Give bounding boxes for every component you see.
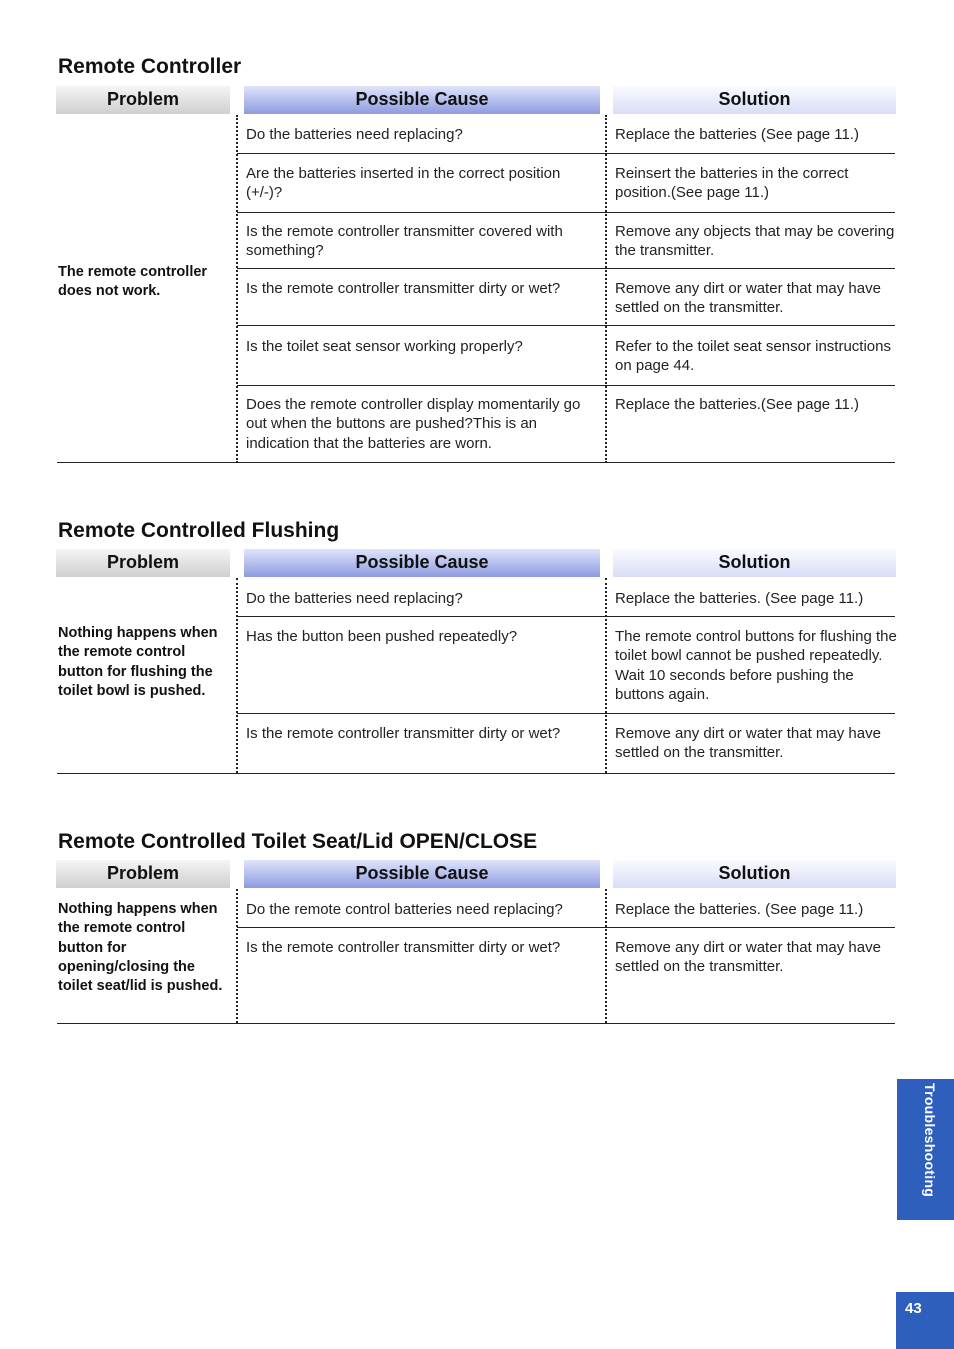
row-divider [237,927,895,928]
cause-cell: Do the batteries need replacing? [246,590,463,607]
column-divider [236,115,238,463]
column-divider [605,578,607,773]
header-solution: Solution [613,549,896,577]
solution-cell: Reinsert the batteries in the correct position.(See page 11.) [615,165,849,202]
header-possible-cause: Possible Cause [244,549,600,577]
solution-cell: Replace the batteries (See page 11.) [615,126,860,143]
header-problem: Problem [56,860,230,888]
row-divider [237,268,895,269]
column-divider [236,578,238,773]
solution-cell: Remove any dirt or water that may have settled on the transmitter. [615,939,881,976]
header-problem: Problem [56,549,230,577]
solution-cell: Replace the batteries.(See page 11.) [615,396,860,413]
solution-cell: Remove any objects that may be covering the transmitter. [615,223,895,260]
cause-cell: Is the toilet seat sensor working properly? [246,338,523,355]
row-divider [237,153,895,154]
header-solution: Solution [613,860,896,888]
problem-text: Nothing happens when the remote control button for flushing the toilet bowl is pushed. [58,625,218,699]
solution-cell: Remove any dirt or water that may have settled on the transmitter. [615,280,881,317]
cause-cell: Does the remote controller display momentarily go out when the buttons are pushed?This is an indication that the batteries are worn. [246,396,581,452]
solution-cell: Refer to the toilet seat sensor instructions on page 44. [615,338,891,375]
problem-text: The remote controller does not work. [58,264,208,300]
row-divider [237,616,895,617]
solution-cell: The remote control buttons for flushing the toilet bowl cannot be pushed repeatedly. Wait 10 seconds before pushing the buttons again. [615,628,897,703]
cause-cell: Do the remote control batteries need replacing? [246,901,563,918]
solution-cell: Replace the batteries. (See page 11.) [615,901,864,918]
cause-cell: Is the remote controller transmitter dirty or wet? [246,725,561,742]
section-title: Remote Controlled Flushing [58,519,340,542]
header-solution: Solution [613,86,896,114]
column-divider [236,889,238,1023]
row-divider [237,212,895,213]
header-problem: Problem [56,86,230,114]
cause-cell: Has the button been pushed repeatedly? [246,628,518,645]
troubleshooting-side-tab [897,1079,954,1220]
header-possible-cause: Possible Cause [244,860,600,888]
column-divider [605,889,607,1023]
row-divider [237,713,895,714]
cause-cell: Is the remote controller transmitter covered with something? [246,223,563,260]
table-bottom-line [57,1023,895,1024]
column-divider [605,115,607,463]
section-title: Remote Controller [58,55,242,78]
problem-text: Nothing happens when the remote control button for opening/closing the toilet seat/lid is pushed. [58,901,223,995]
cause-cell: Is the remote controller transmitter dirty or wet? [246,280,561,297]
solution-cell: Replace the batteries. (See page 11.) [615,590,864,607]
solution-cell: Remove any dirt or water that may have settled on the transmitter. [615,725,881,762]
cause-cell: Do the batteries need replacing? [246,126,463,143]
page-number [896,1292,954,1349]
cause-cell: Are the batteries inserted in the correct position (+/-)? [246,165,561,202]
section-title: Remote Controlled Toilet Seat/Lid OPEN/CLOSE [58,830,538,853]
table-bottom-line [57,462,895,463]
row-divider [237,385,895,386]
table-bottom-line [57,773,895,774]
cause-cell: Is the remote controller transmitter dirty or wet? [246,939,561,956]
row-divider [237,325,895,326]
page-number-label: 43 [905,1300,922,1317]
side-tab-label: Troubleshooting [922,1083,938,1198]
header-possible-cause: Possible Cause [244,86,600,114]
